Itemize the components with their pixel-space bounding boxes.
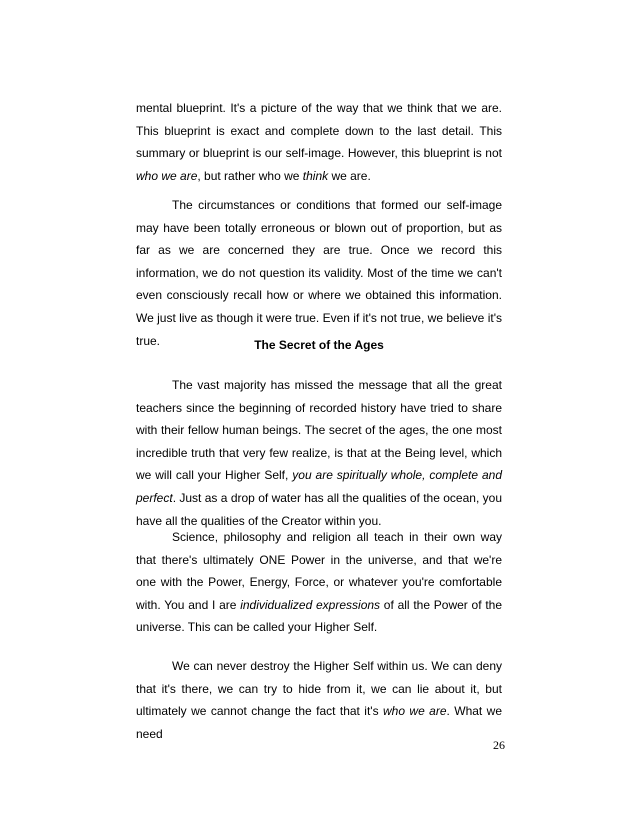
section-heading: The Secret of the Ages: [254, 338, 384, 352]
paragraph-1-emphasis-think: think: [302, 168, 329, 183]
paragraph-5-emphasis: who we are: [382, 704, 447, 719]
paragraph-1-text-c: , but rather who we: [197, 168, 303, 183]
paragraph-5-text-a: We can never destroy the Higher Self within us. We can deny that it's there, we can try to hide from it, we can lie about it, but ultimately we cannot change the fact that it's: [136, 659, 502, 719]
paragraph-3-text-c: . Just as a drop of water has all the qualities of the ocean, you have all the qualities of the Creator within you.: [136, 490, 502, 528]
page-number: 26: [493, 738, 505, 752]
paragraph-2-text: The circumstances or conditions that formed our self-image may have been totally erroneous or blown out of proportion, but as far as we are concerned they are true. Once we record this information, we do not question its validity. Most of the time we can't even consciously recall how or where we obtained this information. We just live as though it were true. Even if it's not true, we believe it's true.: [136, 198, 502, 348]
paragraph-1-text-a: mental blueprint. It's a picture of the way that we think that we are. This blueprint is exact and complete down to the last detail. This summary or blueprint is our self-image. However, this blueprint is not: [136, 101, 502, 161]
paragraph-4: [136, 526, 502, 639]
paragraph-1-text-e: we are.: [328, 168, 371, 183]
paragraph-4-emphasis: individualized expressions: [240, 597, 381, 612]
paragraph-4-text-a: Science, philosophy and religion all teach in their own way that there's ultimately ONE Power in the universe, and that we're one with the Power, Energy, Force, or whatever you're comfortable with. You and I are: [136, 530, 502, 612]
paragraph-5: [136, 655, 502, 745]
paragraph-3-text-a: The vast majority has missed the message that all the great teachers since the beginning of recorded history have tried to share with their fellow human beings. The secret of the ages, the one most incredible truth that very few realize, is that at the Being level, which we will call your Higher Self,: [136, 378, 502, 483]
paragraph-4-text-c: of all the Power of the universe. This can be called your Higher Self.: [136, 597, 502, 635]
paragraph-1-emphasis-who-we-are: who we are: [136, 168, 198, 183]
paragraph-3-emphasis: you are spiritually whole, complete and perfect: [136, 468, 502, 505]
paragraph-5-text-c: . What we need: [136, 704, 502, 741]
paragraph-2: [136, 194, 502, 352]
paragraph-1: [136, 97, 502, 187]
paragraph-3: [136, 374, 502, 532]
